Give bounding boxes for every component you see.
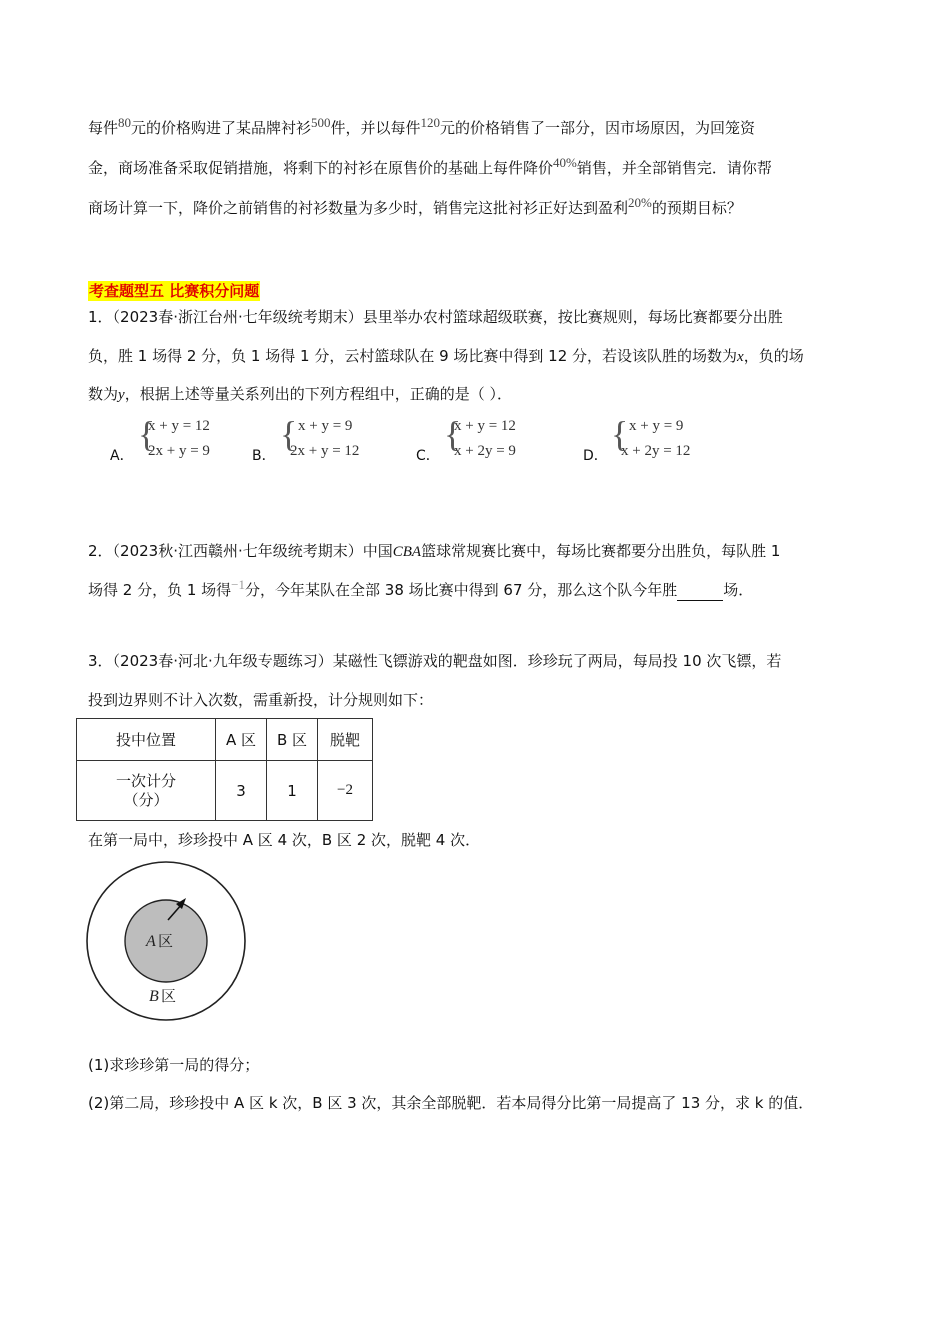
table-cell: 3: [216, 761, 267, 821]
brace-icon: {: [138, 414, 156, 454]
variable-x: x: [737, 349, 744, 365]
equation-2: 2x + y = 9: [148, 443, 210, 459]
number-80: 80: [118, 115, 132, 130]
variable-y: y: [118, 387, 125, 403]
table-header: A 区: [216, 719, 267, 761]
zone-b-label: B: [149, 988, 159, 1005]
q2-line-1: [88, 541, 780, 562]
svg-text:区: 区: [161, 987, 177, 1005]
text: 2．（2023秋·江西赣州·七年级统考期末）中国: [88, 542, 393, 560]
q3-line-2: 投到边界则不计入次数，需重新投，计分规则如下：: [88, 691, 434, 709]
scoring-table: [76, 718, 373, 821]
equation-system: [444, 414, 516, 464]
equation-1: x + y = 9: [298, 418, 353, 434]
intro-line-1: [88, 115, 756, 139]
number-120: 120: [420, 115, 441, 130]
percent-40: 40%: [553, 155, 577, 170]
brace-icon: {: [444, 414, 462, 454]
section-heading: 考查题型五 比赛积分问题: [89, 282, 260, 300]
equation-1: x + y = 12: [148, 418, 210, 434]
option-label: A．: [110, 448, 134, 464]
zone-a-label: A: [146, 933, 156, 950]
q2-line-2: [88, 577, 754, 601]
text: 的预期目标？: [651, 199, 742, 217]
cba-text: CBA: [392, 544, 422, 560]
equation-2: x + 2y = 9: [454, 443, 516, 459]
dartboard-figure: [84, 860, 248, 1024]
text: 分，今年某队在全部 38 场比赛中得到 67 分，那么这个队今年胜: [245, 581, 678, 599]
table-header: 脱靶: [318, 719, 373, 761]
text: 场．: [723, 581, 754, 599]
equation-system: [280, 414, 360, 464]
option-label: D．: [583, 448, 608, 464]
text: ，负的场: [743, 347, 804, 365]
equation-2: x + 2y = 12: [621, 443, 691, 459]
text: 篮球常规赛比赛中，每场比赛都要分出胜负，每队胜 1: [421, 542, 781, 560]
option-label: B．: [252, 448, 276, 464]
text: 元的价格购进了某品牌衬衫: [131, 119, 312, 137]
text: 负，胜 1 场得 2 分，负 1 场得 1 分，云村篮球队在 9 场比赛中得到 12 分，若设该队胜的场数为: [88, 347, 738, 365]
equation-1: x + y = 9: [629, 418, 684, 434]
q3-sub-1: (1)求珍珍第一局的得分；: [88, 1056, 260, 1074]
text: ，根据上述等量关系列出的下列方程组中，正确的是（ ）．: [124, 385, 512, 403]
text: 场得 2 分，负 1 场得: [88, 581, 232, 599]
number-minus-1: −1: [231, 577, 246, 592]
q3-sub-2: (2)第二局，珍珍投中 A 区 k 次，B 区 3 次，其余全部脱靶．若本局得分比第一局提高了 13 分，求 k 的值．: [88, 1094, 814, 1112]
intro-line-3: [88, 195, 742, 219]
number-500: 500: [311, 115, 331, 130]
q3-first-round: 在第一局中，珍珍投中 A 区 4 次，B 区 2 次，脱靶 4 次．: [88, 831, 481, 849]
percent-20: 20%: [628, 195, 652, 210]
brace-icon: {: [280, 414, 298, 454]
text: 元的价格销售了一部分，因市场原因，为回笼资: [440, 119, 756, 137]
table-cell: 1: [267, 761, 318, 821]
text: 金，商场准备采取促销措施，将剩下的衬衫在原售价的基础上每件降价: [88, 159, 554, 177]
row-label-line: （分）: [123, 790, 169, 809]
text: 数为: [88, 385, 119, 403]
svg-text:区: 区: [158, 932, 174, 950]
answer-blank[interactable]: [677, 584, 723, 601]
text: 件，并以每件: [330, 119, 421, 137]
table-cell: −2: [318, 761, 373, 821]
table-row-label: [77, 761, 216, 821]
equation-system: [138, 414, 210, 464]
equation-2: 2x + y = 12: [290, 443, 360, 459]
option-label: C．: [416, 448, 440, 464]
table-header: 投中位置: [77, 719, 216, 761]
equation-system: [611, 414, 691, 464]
text: 销售，并全部销售完．请你帮: [576, 159, 772, 177]
text: 每件: [88, 119, 119, 137]
q3-line-1: 3．（2023春·河北·九年级专题练习）某磁性飞镖游戏的靶盘如图．珍珍玩了两局，每局投 10 次飞镖，若: [88, 652, 782, 670]
row-label-line: 一次计分: [115, 771, 176, 790]
equation-1: x + y = 12: [454, 418, 516, 434]
text: 商场计算一下，降价之前销售的衬衫数量为多少时，销售完这批衬衫正好达到盈利: [88, 199, 629, 217]
q1-line-3: [88, 384, 512, 405]
q1-line-1: 1．（2023春·浙江台州·七年级统考期末）县里举办农村篮球超级联赛，按比赛规则，每场比赛都要分出胜: [88, 308, 783, 326]
intro-line-2: [88, 155, 772, 179]
brace-icon: {: [611, 414, 629, 454]
table-header: B 区: [267, 719, 318, 761]
q1-line-2: [88, 346, 804, 367]
